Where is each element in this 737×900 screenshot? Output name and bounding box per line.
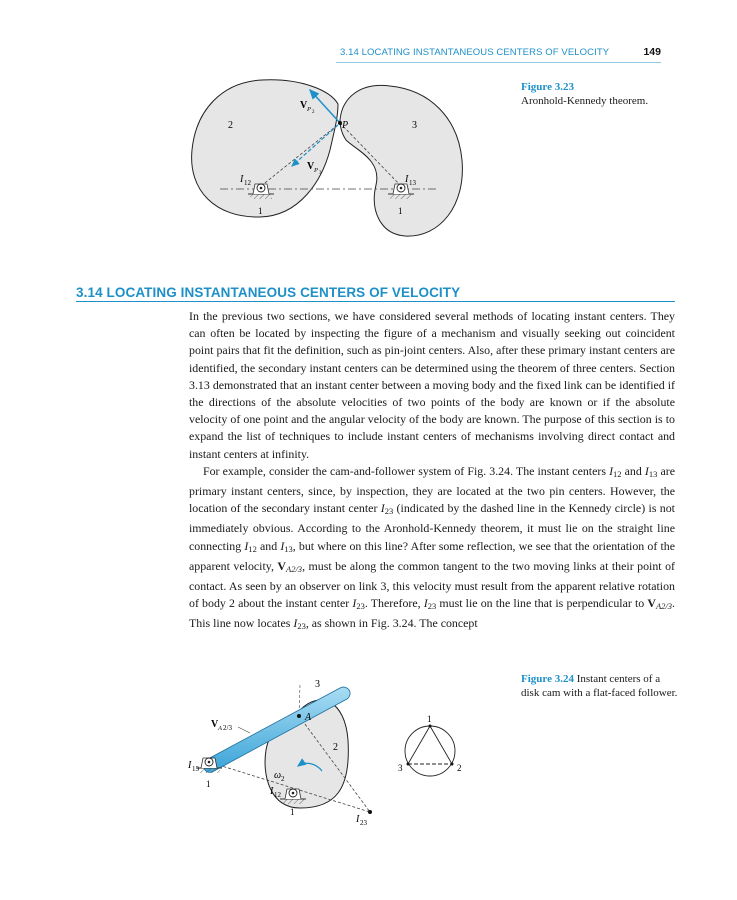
svg-text:I: I bbox=[188, 760, 192, 771]
svg-text:12: 12 bbox=[244, 179, 251, 187]
kennedy-label-2: 2 bbox=[457, 763, 462, 773]
figure-3-23-text: Aronhold-Kennedy theorem. bbox=[521, 95, 649, 107]
header-rule bbox=[336, 62, 661, 63]
svg-text:2/3: 2/3 bbox=[223, 724, 232, 732]
label-link-2: 2 bbox=[228, 120, 233, 131]
figure-3-23-caption bbox=[521, 80, 681, 108]
svg-text:I: I bbox=[240, 174, 244, 185]
svg-text:P: P bbox=[307, 106, 311, 113]
figure-3-23-label: Figure 3.23 bbox=[521, 81, 574, 93]
label-ground-left-cam: 1 bbox=[206, 779, 211, 789]
kennedy-label-1: 1 bbox=[427, 714, 432, 724]
label-i23-cam bbox=[355, 814, 368, 827]
svg-text:V: V bbox=[307, 161, 315, 172]
svg-text:A: A bbox=[218, 725, 222, 732]
figure-3-24-label: Figure 3.24 bbox=[521, 673, 574, 685]
svg-text:I: I bbox=[405, 174, 409, 185]
kennedy-circle bbox=[398, 714, 462, 776]
running-title: 3.14 LOCATING INSTANTANEOUS CENTERS OF VELOCITY bbox=[340, 47, 610, 58]
svg-text:13: 13 bbox=[409, 179, 416, 187]
figure-3-23-diagram bbox=[180, 70, 480, 245]
figure-3-24-text: Instant centers of a disk cam with a flat-faced follower. bbox=[521, 673, 678, 699]
svg-text:2: 2 bbox=[281, 775, 285, 783]
label-i13-cam bbox=[187, 760, 200, 773]
figure-3-24-caption bbox=[521, 672, 679, 700]
svg-text:2: 2 bbox=[312, 110, 315, 115]
label-va23 bbox=[211, 719, 232, 732]
svg-text:13: 13 bbox=[192, 765, 199, 773]
svg-text:3: 3 bbox=[319, 171, 322, 176]
label-point-p: P bbox=[342, 120, 349, 131]
paragraph-2: For example, consider the cam-and-follower system of Fig. 3.24. The instant centers $I_{12}$ and $I_{13}$ are primary instant centers, since, by inspection, they are located at the two pin centers. However, the location of the secondary instant center $I_{23}$ (indicated by the dashed line in the Kennedy circle) is not immediately obvious. According to the Aronhold-Kennedy theorem, it must lie on the straight line connecting $I_{12}$ and $I_{13}$, but where on this line? After some reflection, we see that the orientation of the apparent velocity, $V_{A2/3}$, must be along the common tangent to the two moving links at their point of contact. As seen by an observer on link 3, this velocity must result from the apparent relative rotation of body 2 about the instant center $I_{23}$. Therefore, $I_{23}$ must lie on the line that is perpendicular to $V_{A2/3}$. This line now locates $I_{23}$, as shown in Fig. 3.24. The concept bbox=[189, 463, 676, 632]
svg-text:23: 23 bbox=[360, 819, 367, 827]
label-ground-left: 1 bbox=[258, 206, 263, 216]
label-ground-right: 1 bbox=[398, 206, 403, 216]
label-point-a: A bbox=[305, 712, 312, 723]
label-link-3-cam: 3 bbox=[315, 679, 320, 690]
svg-text:I: I bbox=[356, 814, 360, 825]
svg-text:P: P bbox=[314, 167, 318, 174]
paragraph-1: In the previous two sections, we have considered several methods of locating instant centers. They can often be located by inspecting the figure of a mechanism and visually seeking out coincident point pairs that fit the definition, such as pin-joint centers. Also, after these primary instant centers are identified, the secondary instant centers can be determined using the theorem of three centers. Section 3.13 demonstrated that an instant center between a moving body and the fixed link can be identified if the directions of the absolute velocities of two points of the body are known or if the absolute velocity of one point and the angular velocity of the body are known. The purpose of this section is to expand the list of techniques to include instant centers of mechanisms involving direct contact and instant centers at infinity. bbox=[189, 309, 675, 461]
svg-text:V: V bbox=[300, 100, 308, 111]
svg-text:V: V bbox=[211, 719, 219, 730]
label-link-3: 3 bbox=[412, 120, 417, 131]
page-number: 149 bbox=[643, 46, 661, 58]
section-heading: 3.14 LOCATING INSTANTANEOUS CENTERS OF VELOCITY bbox=[76, 285, 675, 302]
svg-text:I: I bbox=[270, 786, 274, 797]
body-text bbox=[189, 308, 675, 636]
label-ground-cam: 1 bbox=[290, 807, 295, 817]
svg-text:12: 12 bbox=[274, 791, 281, 799]
label-link-2-cam: 2 bbox=[333, 742, 338, 753]
kennedy-label-3: 3 bbox=[398, 763, 403, 773]
svg-text:ω: ω bbox=[274, 770, 282, 781]
figure-3-24-diagram bbox=[180, 670, 480, 830]
